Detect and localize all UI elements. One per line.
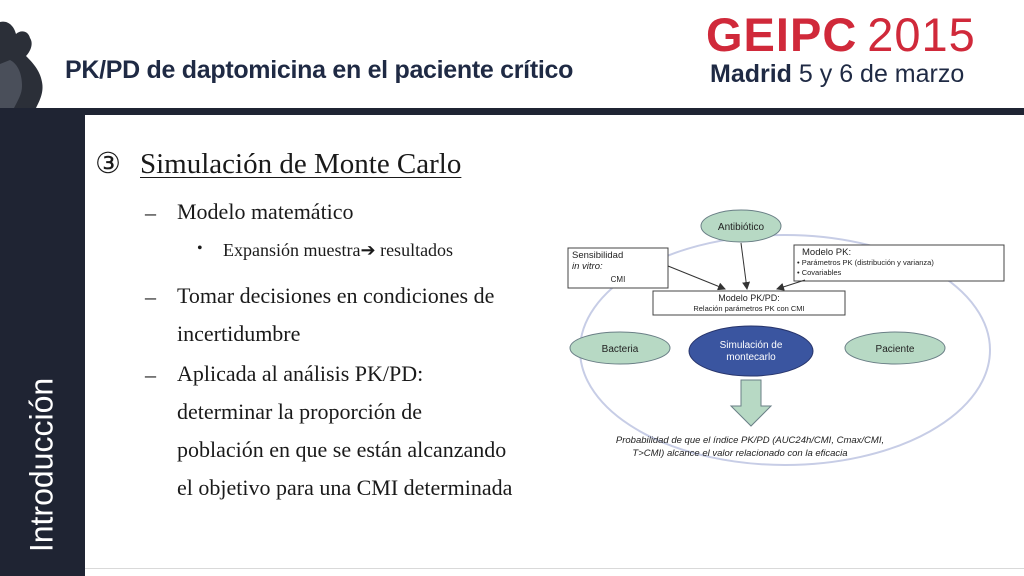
bullet-text-line: Tomar decisiones en condiciones de xyxy=(177,283,495,308)
pk-model-item: • Parámetros PK (distribución y varianza) xyxy=(797,258,934,267)
bullet-dash: – xyxy=(145,200,156,225)
sensitivity-invitro: in vitro: xyxy=(572,261,603,272)
sub-bullet-text xyxy=(223,240,453,261)
pkpd-model-sub: Relación parámetros PK con CMI xyxy=(693,304,805,313)
bullet-dash: – xyxy=(145,284,156,309)
montecarlo-diagram xyxy=(565,200,1015,470)
bullet-text-line: determinar la proporción de xyxy=(177,399,422,424)
result-line-2: T>CMI) alcance el valor relacionado con la eficacia xyxy=(632,448,848,459)
down-arrow-icon xyxy=(731,380,771,426)
conference-name: GEIPC xyxy=(706,8,858,61)
simulation-label-2: montecarlo xyxy=(726,352,776,363)
result-line-1: Probabilidad de que el índice PK/PD (AUC24h/CMI, Cmax/CMI, xyxy=(615,435,885,446)
heading-text: Simulación de Monte Carlo xyxy=(140,148,462,180)
slide-header xyxy=(0,0,1024,108)
pk-model-title: Modelo PK: xyxy=(802,247,852,258)
sidebar xyxy=(0,115,85,576)
sensitivity-label: Sensibilidad xyxy=(572,250,624,261)
conference-logo xyxy=(706,10,976,60)
bacteria-label: Bacteria xyxy=(601,344,639,355)
simulation-node xyxy=(689,326,813,376)
pkpd-model-title: Modelo PK/PD: xyxy=(718,293,780,303)
diagram-svg xyxy=(565,200,1015,470)
section-label: Introducción xyxy=(23,377,60,553)
bullet-text-line: el objetivo para una CMI determinada xyxy=(177,475,513,500)
patient-label: Paciente xyxy=(875,344,915,355)
circled-number: ③ xyxy=(95,148,121,180)
arrow-right-icon: ➔ xyxy=(360,240,376,260)
sub-bullet-text-after: resultados xyxy=(375,240,454,260)
sub-bullet-text-before: Expansión muestra xyxy=(223,240,361,260)
bullet-dash: – xyxy=(145,362,156,387)
conference-city: Madrid xyxy=(710,60,792,88)
antibiotic-label: Antibiótico xyxy=(717,222,765,233)
section-heading xyxy=(95,146,461,181)
arrow-pk-model xyxy=(777,280,805,289)
bullet-dot: • xyxy=(197,240,203,257)
bullet-text-line: Aplicada al análisis PK/PD: xyxy=(177,361,424,386)
arrow-sensitivity xyxy=(668,266,725,289)
footer-divider xyxy=(85,568,1024,569)
conference-dates: 5 y 6 de marzo xyxy=(798,60,965,88)
conference-location xyxy=(710,60,964,89)
bullet-text: Modelo matemático xyxy=(177,199,354,224)
conference-year: 2015 xyxy=(867,8,976,61)
arrow-antibiotic xyxy=(741,243,747,289)
pk-model-item: • Covariables xyxy=(797,268,842,277)
bullet-text-line: población en que se están alcanzando xyxy=(177,437,507,462)
logo-figure-icon xyxy=(0,0,52,108)
sensitivity-cmi: CMI xyxy=(610,275,626,284)
slide-title: PK/PD de daptomicina en el paciente crítico xyxy=(65,56,574,84)
bullet-text-line: incertidumbre xyxy=(177,321,301,346)
simulation-label: Simulación de xyxy=(719,340,783,351)
header-divider xyxy=(0,108,1024,115)
